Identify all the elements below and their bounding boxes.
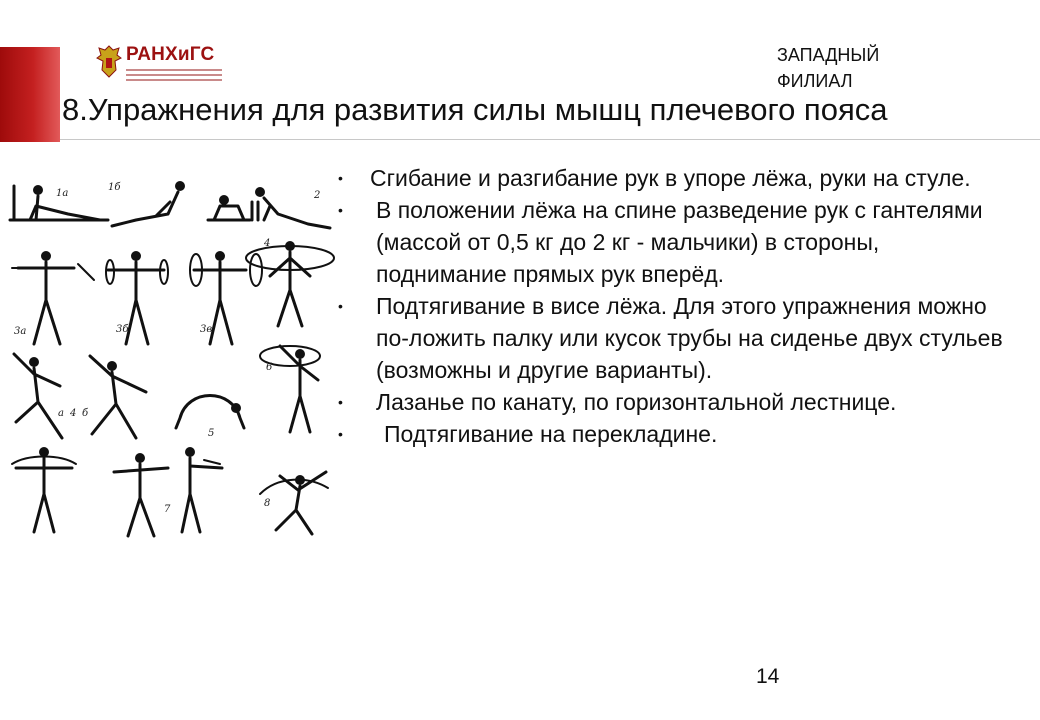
list-item [336, 162, 1016, 194]
branch-label [777, 42, 879, 94]
list-item-text: Подтягивание на перекладине. [384, 421, 718, 447]
label-6: 6 [266, 362, 273, 373]
pushup-figure-1b [112, 181, 185, 226]
lunge-figure-a [14, 354, 62, 438]
list-item [336, 386, 1016, 418]
label-3a: 3а [14, 326, 27, 337]
bullet-marker: • [338, 202, 343, 218]
standing-figure-7c [182, 447, 222, 532]
label-7: 7 [164, 504, 171, 515]
accent-bar [0, 47, 60, 142]
ranepa-logo [96, 44, 236, 84]
list-item-text: В положении лёжа на спине разведение рук с гантелями (массой от 0,5 кг до 2 кг - мальчики) в стороны, поднимание прямых рук вперёд. [376, 197, 983, 287]
label-4-extra: 4 [70, 408, 77, 419]
label-2: 2 [314, 190, 321, 201]
list-item-text: Сгибание и разгибание рук в упоре лёжа, руки на стуле. [370, 165, 971, 191]
standing-figure-7b [114, 453, 168, 536]
branch-line-2: ФИЛИАЛ [777, 71, 853, 91]
exercise-illustration [8, 176, 338, 546]
label-1b: 1б [108, 182, 121, 193]
label-4: 4 [264, 238, 271, 249]
eagle-emblem-icon [96, 44, 122, 80]
bullet-marker: • [338, 170, 343, 186]
label-5: 5 [208, 428, 215, 439]
label-3b: 3б [116, 324, 129, 335]
label-8: 8 [264, 498, 271, 509]
title-divider [60, 139, 1040, 140]
standing-figure-6 [260, 346, 320, 432]
label-1a: 1а [56, 188, 69, 199]
bullet-marker: • [338, 394, 343, 410]
slide-title: 8.Упражнения для развития силы мышц плечевого пояса [62, 92, 888, 127]
list-item-text: Лазанье по канату, по горизонтальной лестнице. [376, 389, 897, 415]
bullet-marker: • [338, 298, 343, 314]
list-item [336, 290, 1016, 386]
label-4b: б [82, 408, 89, 419]
page-number: 14 [756, 665, 780, 688]
list-item-text: Подтягивание в висе лёжа. Для этого упражнения можно по-ложить палку или кусок трубы на сиденье двух стульев (возможны и другие варианты). [376, 293, 1003, 383]
exercise-list [336, 162, 1016, 450]
pushup-figure-2a [208, 195, 250, 220]
bridge-figure-5 [176, 396, 244, 429]
logo-subline [126, 79, 222, 81]
list-item [336, 418, 1016, 450]
standing-figure-7a [12, 447, 76, 532]
branch-line-1: ЗАПАДНЫЙ [777, 45, 880, 65]
bullet-marker: • [338, 426, 343, 442]
label-4a: а [58, 408, 64, 419]
label-3v: 3в [200, 324, 213, 335]
logo-subline [126, 69, 222, 71]
list-item [336, 194, 1016, 290]
logo-subline [126, 74, 222, 76]
logo-text: РАНХиГС [126, 44, 215, 65]
lunge-figure-b [90, 356, 146, 438]
